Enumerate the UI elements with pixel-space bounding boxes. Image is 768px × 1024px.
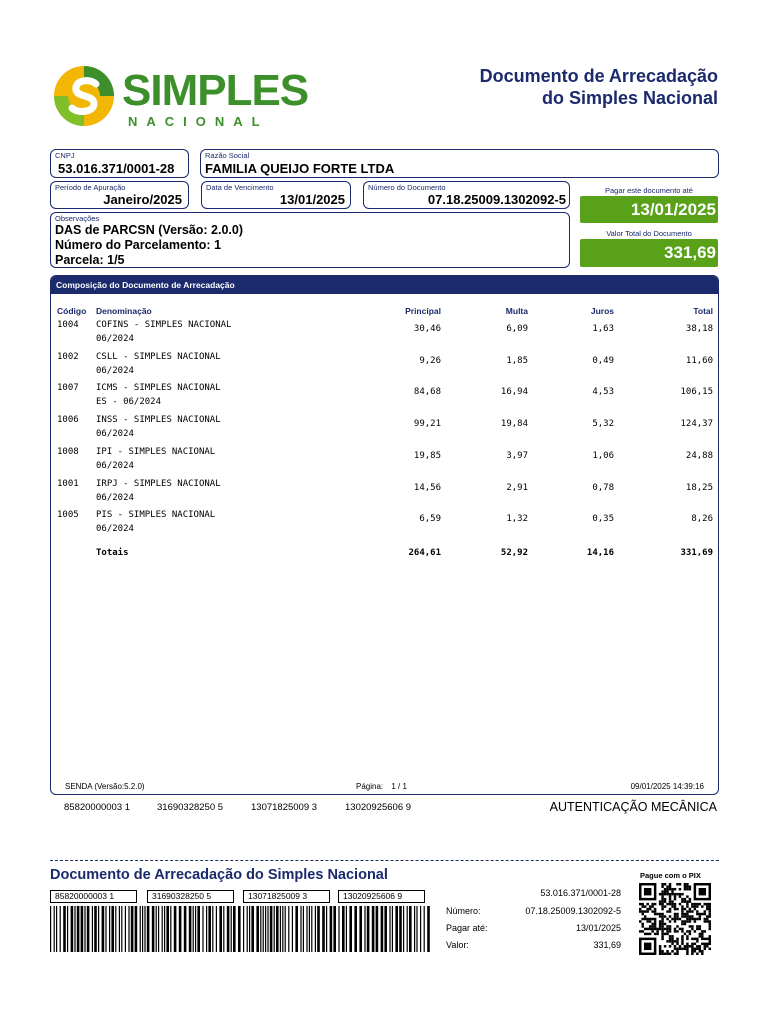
row-periodo: 06/2024 xyxy=(96,365,134,376)
observacoes-line-3: Parcela: 1/5 xyxy=(55,253,125,267)
stub-info xyxy=(446,888,621,958)
row-total: 8,26 xyxy=(691,514,713,525)
table-row xyxy=(51,383,718,411)
stub-linha-part-3: 13071825009 3 xyxy=(243,890,330,903)
row-juros: 4,53 xyxy=(592,387,614,398)
row-denominacao: PIS - SIMPLES NACIONAL xyxy=(96,510,216,521)
composition-panel xyxy=(50,275,719,795)
row-multa: 1,32 xyxy=(506,514,528,525)
title-line-2: do Simples Nacional xyxy=(541,88,718,108)
observacoes-line-1: DAS de PARCSN (Versão: 2.0.0) xyxy=(55,223,244,237)
row-total: 11,60 xyxy=(685,355,713,366)
totals-row xyxy=(51,548,718,562)
stub-linha-part-2: 31690328250 5 xyxy=(147,890,234,903)
totals-principal: 264,61 xyxy=(408,548,441,558)
cut-line xyxy=(50,860,719,861)
col-total: Total xyxy=(693,306,713,316)
cnpj-label: CNPJ xyxy=(55,151,75,160)
row-juros: 0,78 xyxy=(592,482,614,493)
col-codigo: Código xyxy=(57,306,87,316)
linha-part-3: 13071825009 3 xyxy=(251,802,318,813)
pagar-ate-value: 13/01/2025 xyxy=(580,196,718,223)
page-label: Página: xyxy=(356,782,384,791)
row-denominacao: ICMS - SIMPLES NACIONAL xyxy=(96,383,221,394)
col-multa: Multa xyxy=(505,306,528,316)
row-periodo: 06/2024 xyxy=(96,334,134,344)
row-juros: 0,35 xyxy=(592,514,614,525)
row-periodo: ES - 06/2024 xyxy=(96,397,162,408)
row-periodo: 06/2024 xyxy=(96,492,134,503)
logo-main-text: SIMPLES xyxy=(122,66,309,115)
row-multa: 3,97 xyxy=(506,450,528,461)
col-juros: Juros xyxy=(590,306,614,316)
row-periodo: 06/2024 xyxy=(96,524,134,535)
row-juros: 1,63 xyxy=(592,324,614,334)
row-codigo: 1008 xyxy=(57,446,79,457)
stub-linha-part-1: 85820000003 1 xyxy=(50,890,137,903)
periodo-field xyxy=(50,181,189,209)
table-row xyxy=(51,415,718,443)
razao-social-label: Razão Social xyxy=(205,151,250,160)
row-juros: 1,06 xyxy=(592,450,614,461)
periodo-value: Janeiro/2025 xyxy=(103,192,182,207)
row-codigo: 1004 xyxy=(57,320,79,330)
barcode-icon xyxy=(50,906,430,952)
table-row xyxy=(51,320,718,348)
linha-part-4: 13020925606 9 xyxy=(345,802,412,813)
document-title xyxy=(480,65,718,109)
row-denominacao: COFINS - SIMPLES NACIONAL xyxy=(96,320,232,330)
page-indicator xyxy=(356,782,407,791)
valor-total-label: Valor Total do Documento xyxy=(606,229,692,238)
logo-sub-text: NACIONAL xyxy=(128,114,269,129)
razao-social-field xyxy=(200,149,719,178)
numero-documento-field xyxy=(363,181,570,209)
col-denominacao: Denominação xyxy=(96,306,152,316)
razao-social-value: FAMILIA QUEIJO FORTE LTDA xyxy=(205,161,395,176)
row-total: 38,18 xyxy=(685,324,713,334)
row-principal: 30,46 xyxy=(413,324,441,334)
row-denominacao: INSS - SIMPLES NACIONAL xyxy=(96,415,221,426)
title-line-1: Documento de Arrecadação xyxy=(479,66,718,86)
table-row xyxy=(51,479,718,507)
row-periodo: 06/2024 xyxy=(96,460,134,471)
stub-linha-part-4: 13020925606 9 xyxy=(338,890,425,903)
row-principal: 9,26 xyxy=(419,355,441,366)
row-principal: 14,56 xyxy=(413,482,441,493)
numero-documento-label: Número do Documento xyxy=(368,183,446,192)
observacoes-label: Observações xyxy=(55,214,100,223)
row-principal: 6,59 xyxy=(419,514,441,525)
composition-header: Composição do Documento de Arrecadação xyxy=(51,276,718,294)
stub-cnpj: 53.016.371/0001-28 xyxy=(540,888,621,898)
row-denominacao: IRPJ - SIMPLES NACIONAL xyxy=(96,478,221,489)
autenticacao-mecanica: AUTENTICAÇÃO MECÂNICA xyxy=(549,800,717,814)
stub-numero-label: Número: xyxy=(446,906,481,916)
numero-documento-value: 07.18.25009.1302092-5 xyxy=(427,192,566,207)
row-multa: 16,94 xyxy=(500,387,528,398)
row-total: 18,25 xyxy=(685,482,713,493)
row-principal: 84,68 xyxy=(413,387,441,398)
linha-part-1: 85820000003 1 xyxy=(64,802,131,813)
row-total: 24,88 xyxy=(685,450,713,461)
stub-pagar-label: Pagar até: xyxy=(446,923,488,933)
observacoes-field xyxy=(50,212,570,268)
row-denominacao: CSLL - SIMPLES NACIONAL xyxy=(96,351,221,362)
valor-total-value: 331,69 xyxy=(580,239,718,267)
stub-valor-label: Valor: xyxy=(446,940,469,950)
vencimento-label: Data de Vencimento xyxy=(206,183,274,192)
cnpj-value: 53.016.371/0001-28 xyxy=(58,161,175,176)
table-row xyxy=(51,352,718,380)
totals-multa: 52,92 xyxy=(500,548,528,558)
col-principal: Principal xyxy=(405,306,441,316)
row-codigo: 1002 xyxy=(57,351,79,362)
pix-label: Pague com o PIX xyxy=(640,871,701,880)
row-multa: 19,84 xyxy=(500,419,528,430)
stub-pagar: 13/01/2025 xyxy=(575,923,621,933)
pix-qr-code-icon xyxy=(639,883,711,955)
pagar-ate-label: Pagar este documento até xyxy=(605,186,693,195)
row-principal: 99,21 xyxy=(413,419,441,430)
row-total: 106,15 xyxy=(680,387,713,398)
linha-part-2: 31690328250 5 xyxy=(157,802,224,813)
cnpj-field xyxy=(50,149,189,178)
vencimento-field xyxy=(201,181,351,209)
table-row xyxy=(51,447,718,475)
simples-logo-icon xyxy=(52,64,116,128)
stub-numero: 07.18.25009.1302092-5 xyxy=(525,906,621,916)
row-codigo: 1005 xyxy=(57,510,79,521)
row-principal: 19,85 xyxy=(413,450,441,461)
periodo-label: Período de Apuração xyxy=(55,183,126,192)
observacoes-line-2: Número do Parcelamento: 1 xyxy=(55,238,222,252)
row-codigo: 1001 xyxy=(57,478,79,489)
senda-version: SENDA (Versão:5.2.0) xyxy=(65,782,145,791)
row-multa: 6,09 xyxy=(506,324,528,334)
row-total: 124,37 xyxy=(680,419,713,430)
table-row xyxy=(51,510,718,538)
row-codigo: 1006 xyxy=(57,415,79,426)
row-codigo: 1007 xyxy=(57,383,79,394)
timestamp: 09/01/2025 14:39:16 xyxy=(630,782,704,791)
totals-label: Totais xyxy=(96,548,129,558)
row-juros: 5,32 xyxy=(592,419,614,430)
totals-total: 331,69 xyxy=(680,548,713,558)
row-periodo: 06/2024 xyxy=(96,429,134,440)
page-value: 1 / 1 xyxy=(391,782,407,791)
row-juros: 0,49 xyxy=(592,355,614,366)
totals-juros: 14,16 xyxy=(586,548,614,558)
row-denominacao: IPI - SIMPLES NACIONAL xyxy=(96,446,216,457)
row-multa: 2,91 xyxy=(506,482,528,493)
stub-valor: 331,69 xyxy=(593,940,621,950)
row-multa: 1,85 xyxy=(506,355,528,366)
stub-linha-digitavel xyxy=(50,890,430,903)
vencimento-value: 13/01/2025 xyxy=(279,192,345,207)
stub-title: Documento de Arrecadação do Simples Nacional xyxy=(50,867,388,883)
logo xyxy=(52,64,309,130)
